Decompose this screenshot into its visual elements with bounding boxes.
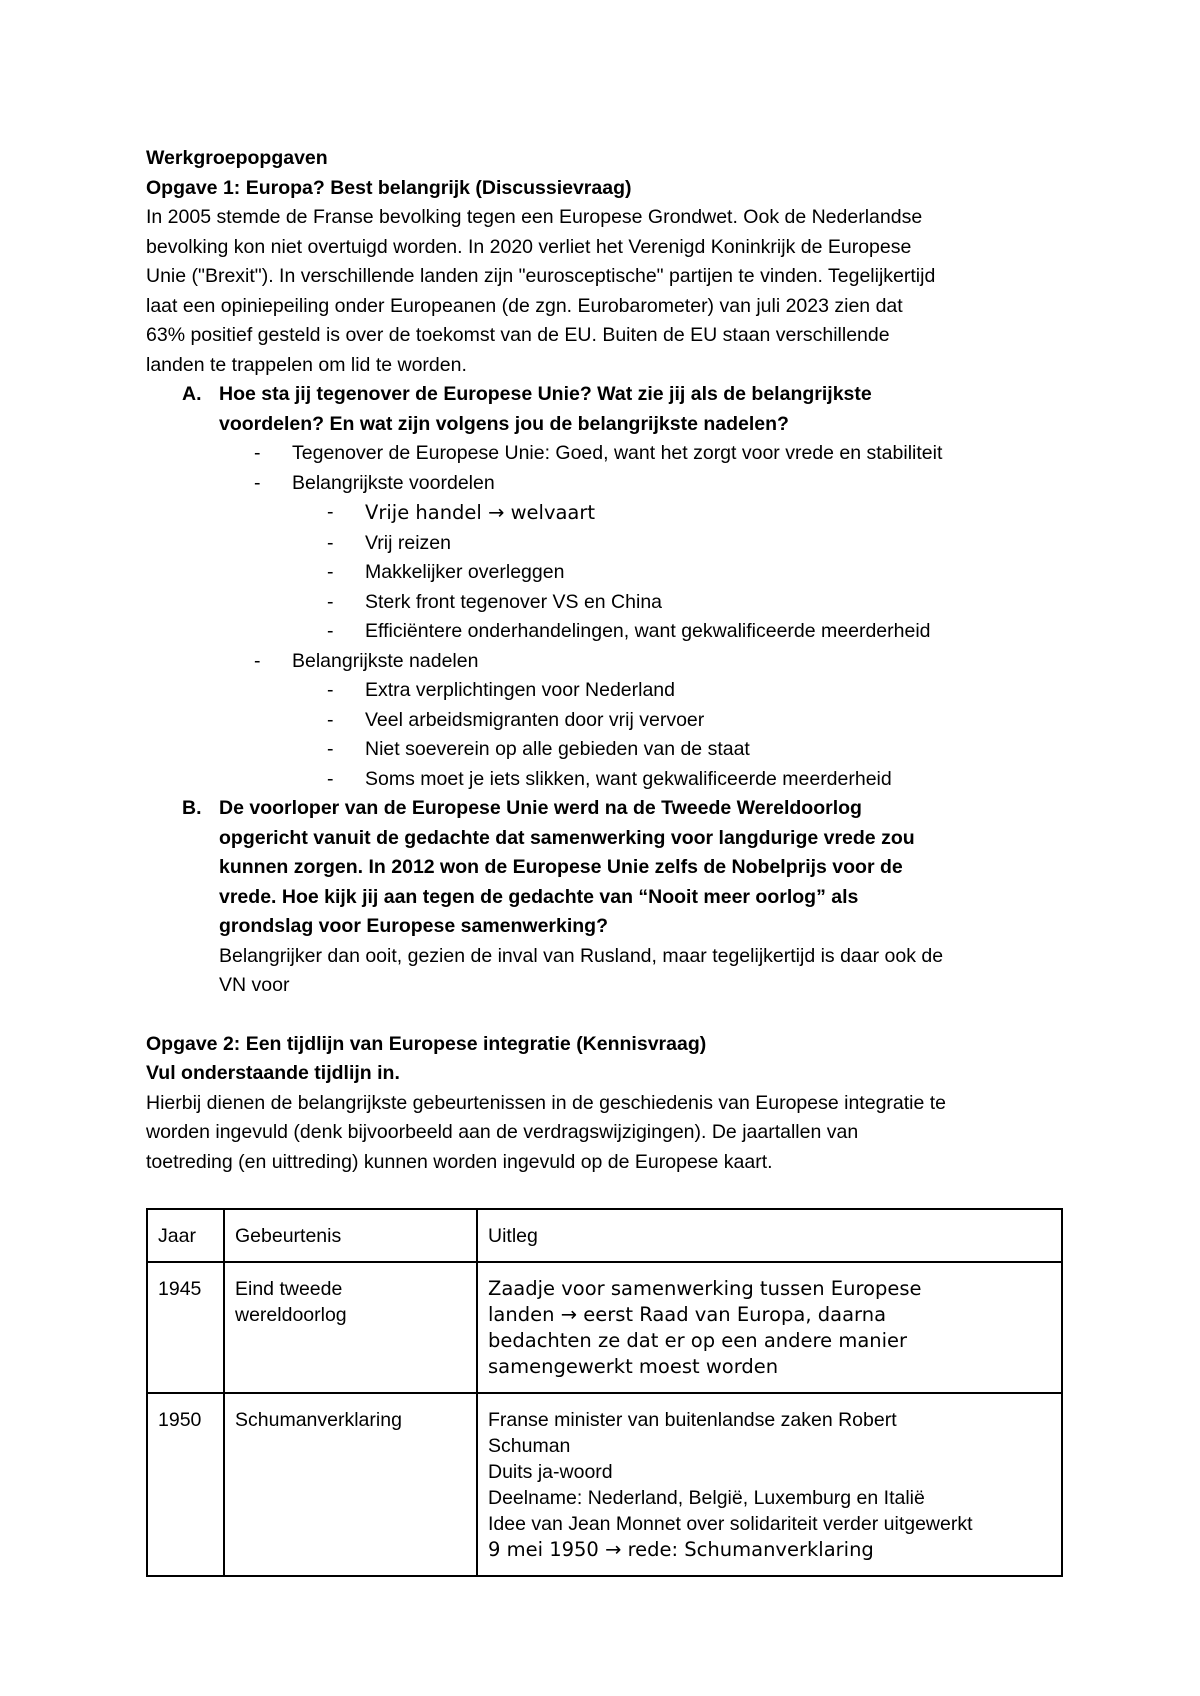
answer-b-line: Belangrijker dan ooit, gezien de inval van Rusland, maar tegelijkertijd is daar ook de [219,944,944,967]
intro-line: bevolking kon niet overtuigd worden. In 2020 verliet het Verenigd Koninkrijk de Europese [146,235,912,258]
answer-b-line: VN voor [219,974,290,996]
voordeel-item: - Vrij reizen [327,531,451,554]
question-a-letter: A. [182,383,202,405]
voordelen-list [292,498,1066,647]
intro-line: toetreding (en uittreding) kunnen worden ingevuld op de Europese kaart. [146,1150,773,1173]
cell-jaar: 1950 [147,1393,224,1576]
header-uitleg: Uitleg [477,1209,1062,1262]
intro-line: Hierbij dienen de belangrijkste gebeurtenissen in de geschiedenis van Europese integratie te [146,1091,947,1114]
timeline-table [146,1208,1063,1577]
voordeel-item: - Efficiëntere onderhandelingen, want gekwalificeerde meerderheid [327,620,931,642]
nadelen-list [292,676,1066,794]
question-b-line: grondslag voor Europese samenwerking? [219,915,609,937]
nadeel-item: - Extra verplichtingen voor Nederland [327,679,676,701]
opgave1-intro [146,203,1066,380]
question-a-line: Hoe sta jij tegenover de Europese Unie? Wat zie jij als de belangrijkste [219,383,872,405]
question-b-letter: B. [182,797,202,819]
voordeel-item: - Makkelijker overleggen [327,561,565,583]
cell-jaar: 1945 [147,1262,224,1393]
answer-a-item: - Belangrijkste nadelen - Extra verplichtingen voor Nederland - Veel arbeidsmigranten door vrij vervoer - Niet soeverein op alle gebieden van de staat - Soms moet je iets slikken, want gekwalificeerde meerderheid [146,647,1066,795]
cell-uitleg: Franse minister van buitenlandse zaken Robert Schuman Duits ja-woord Deelname: Nederland, België, Luxemburg en Italië Idee van Jean Monnet over solidariteit verder uitgewerkt 9 mei 1950 → rede: Schumanverklaring [477,1393,1062,1576]
header-jaar: Jaar [147,1209,224,1262]
question-b-line: vrede. Hoe kijk jij aan tegen de gedachte van “Nooit meer oorlog” als [219,885,859,908]
opgave2-intro [146,1089,1066,1178]
intro-line: In 2005 stemde de Franse bevolking tegen een Europese Grondwet. Ook de Nederlandse [146,206,923,228]
nadeel-item: - Veel arbeidsmigranten door vrij vervoer [327,708,705,731]
intro-line: landen te trappelen om lid te worden. [146,353,467,376]
opgave2-heading: Opgave 2: Een tijdlijn van Europese integratie (Kennisvraag) [146,1032,707,1055]
cell-gebeurtenis: Schumanverklaring [224,1393,477,1576]
question-b-line: kunnen zorgen. In 2012 won de Europese Unie zelfs de Nobelprijs voor de [219,856,903,878]
nadeel-item: - Soms moet je iets slikken, want gekwalificeerde meerderheid [327,767,892,790]
intro-line: Unie ("Brexit"). In verschillende landen zijn "eurosceptische" partijen te vinden. Tegelijkertijd [146,265,936,287]
intro-line: worden ingevuld (denk bijvoorbeeld aan de verdragswijzigingen). De jaartallen van [146,1121,859,1143]
voordeel-item: - Sterk front tegenover VS en China [327,590,663,613]
cell-gebeurtenis: Eind tweede wereldoorlog [224,1262,477,1393]
question-b-line: opgericht vanuit de gedachte dat samenwerking voor langdurige vrede zou [219,826,915,849]
voordeel-item: - Vrije handel → welvaart [327,501,596,524]
table-header-row [147,1209,1062,1262]
table-row [147,1262,1062,1393]
question-a-line: voordelen? En wat zijn volgens jou de belangrijkste nadelen? [219,412,789,435]
question-b-line: De voorloper van de Europese Unie werd na de Tweede Wereldoorlog [219,797,862,819]
answer-a-list [146,439,1066,794]
document-page [146,144,1066,1177]
opgave1-heading: Opgave 1: Europa? Best belangrijk (Discussievraag) [146,176,632,199]
question-a [146,380,1066,439]
opgave2-subheading: Vul onderstaande tijdlijn in. [146,1062,400,1084]
cell-uitleg: Zaadje voor samenwerking tussen Europese landen → eerst Raad van Europa, daarna bedachten ze dat er op een andere manier samengewerkt moest worden [477,1262,1062,1393]
nadeel-item: - Niet soeverein op alle gebieden van de staat [327,738,750,760]
intro-line: 63% positief gesteld is over de toekomst van de EU. Buiten de EU staan verschillende [146,324,890,346]
answer-a-item: - Belangrijkste voordelen - Vrije handel → welvaart - Vrij reizen - Makkelijker overleggen - Sterk front tegenover VS en China - Efficiëntere onderhandelingen, want gekwalificeerde meerderheid [146,469,1066,647]
header-gebeurtenis: Gebeurtenis [224,1209,477,1262]
question-b [146,794,1066,1001]
table-row [147,1393,1062,1576]
intro-line: laat een opiniepeiling onder Europeanen (de zgn. Eurobarometer) van juli 2023 zien dat [146,294,903,317]
answer-a-item: - Tegenover de Europese Unie: Goed, want het zorgt voor vrede en stabiliteit [254,442,943,464]
document-title: Werkgroepopgaven [146,147,328,169]
